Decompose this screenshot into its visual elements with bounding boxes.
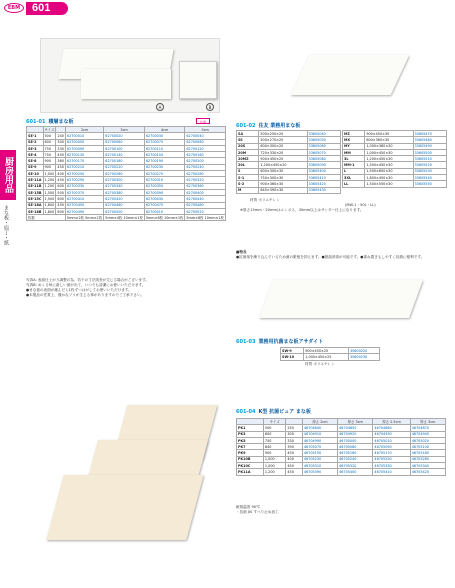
table-cell: 33605530 [413, 168, 446, 174]
table-cell: 1,200×450×20 [259, 162, 307, 168]
table-cell: 46704870 [410, 425, 445, 431]
table-cell: 62700420 [104, 196, 145, 202]
size-note: (MW-1・50L・LL) [345, 203, 376, 207]
table-cell: 62700020 [104, 133, 145, 139]
table-cell: 33605430 [307, 187, 340, 193]
table-cell: 46705320 [338, 463, 373, 469]
table-cell: 46705410 [373, 469, 410, 475]
table-cell: 62700480 [185, 202, 226, 208]
table-cell: 62700160 [185, 152, 226, 158]
table-cell: 750 [263, 437, 285, 443]
table-cell: 750 [43, 152, 56, 158]
feature-badge: 抗菌 [196, 118, 210, 124]
table-cell: 46705310 [302, 463, 337, 469]
table-cell: 450 [57, 152, 64, 157]
table-cell: 46705170 [373, 450, 410, 456]
table-cell: 33605520 [413, 162, 446, 168]
table-cell: 5mm×2枚 5mm×1枚 [66, 216, 103, 221]
table-cell: 62700210 [65, 164, 103, 170]
table-cell: 33605420 [307, 181, 340, 187]
table-cell: 62700240 [185, 164, 226, 170]
table-cell: 46705160 [338, 450, 373, 456]
table-cell: 330 [286, 437, 303, 443]
material: 材質 ポリエチレン [250, 198, 280, 202]
table-cell: 62700250 [65, 171, 103, 177]
table-cell: 46705070 [302, 444, 337, 450]
table-cell: 46704920 [338, 431, 373, 437]
subcategory-label: まな板・庖丁・紙 [3, 205, 9, 245]
table-cell: 1,500×450×30 [365, 162, 413, 168]
table-cell: 35600220 [348, 348, 379, 354]
table-cell: 33605550 [413, 181, 446, 187]
table-cell: 62700490 [65, 208, 103, 214]
section-title: 601-01 積層まな板 [26, 119, 74, 125]
table-cell: 300 [57, 140, 64, 145]
table-cell: 450 [57, 178, 64, 183]
table-row [281, 354, 380, 360]
table-cell: 600×360×30 [365, 137, 413, 143]
model-cell: SE-8 [27, 158, 44, 164]
product-table: サイズ 厚さ 2cm 厚さ 3cm 厚さ 2.5cm 厚さ 3cm PK1 500 250 46704840 46704850 46704860 46704870 PK3 600 300 46704910 46704920 46704930 46704940 PK5 750 330 46704990 46705000 46705010 46705020 PK7 840 390 46705070 46705080 46705090 46705100 PK9 900 450 46705150 46705160 46705170 46705180 PK10B 1,000 400 46705230 46705240 46705250 46705260 PK10C 1,000 450 46705310 46705320 46705330 46705340 PK11A 1,200 450 46705390 46705400 46705410 46705420 [236, 418, 446, 476]
table-cell: 450 [57, 165, 64, 170]
table-cell: 46705400 [338, 469, 373, 475]
model-cell: L [343, 168, 365, 174]
board-image [179, 61, 217, 99]
table-cell: 500×270×20 [259, 137, 307, 143]
table-cell: 500 [263, 425, 285, 431]
table-cell: 33605510 [413, 156, 446, 162]
table-cell: 1,000 [263, 463, 285, 469]
table-cell: 35600230 [348, 354, 379, 360]
table-cell: 62700500 [104, 208, 145, 214]
table-cell: 46705090 [373, 444, 410, 450]
table-cell: 62700090 [65, 145, 103, 151]
count-row [27, 215, 226, 221]
table-cell: 600 [57, 209, 64, 214]
table-cell: 46704840 [302, 425, 337, 431]
table-cell: 46705000 [338, 437, 373, 443]
table-cell: 46705330 [373, 463, 410, 469]
table-cell: 33605540 [413, 175, 446, 181]
table-cell: 46705010 [373, 437, 410, 443]
table-cell: 62700440 [185, 196, 226, 202]
section-title: 601-02 住友 業務用まな板 [236, 123, 301, 129]
page-header [0, 0, 455, 16]
model-cell: 20S [237, 143, 259, 149]
table-cell: 46705240 [338, 456, 373, 462]
model-cell: PK10B [237, 456, 264, 462]
table-cell: 62700450 [65, 202, 103, 208]
table-cell: 62700180 [104, 158, 145, 164]
table-cell: 62700030 [144, 133, 185, 139]
table-cell: 840×390×30 [259, 187, 307, 193]
table-cell: 330 [57, 146, 64, 151]
table-cell: 46704850 [338, 425, 373, 431]
table-cell: 46705250 [373, 456, 410, 462]
model-cell: PK1 [237, 425, 264, 431]
table-cell: 450 [286, 450, 303, 456]
model-cell: PK9 [237, 450, 264, 456]
product-photo-board [240, 45, 440, 120]
product-photo-stack [40, 395, 220, 555]
table-cell: 1,000×450×30 [365, 149, 413, 155]
table-cell: 900×360×30 [259, 181, 307, 187]
table-cell: 62700320 [185, 177, 226, 183]
table-cell: 46705150 [302, 450, 337, 456]
table-cell: 62700100 [104, 145, 145, 151]
product-table [280, 347, 380, 361]
photo-label-a: A [156, 103, 164, 111]
table-cell: 33605500 [413, 149, 446, 155]
table-cell: 62700280 [185, 171, 226, 177]
table-cell: 33605090 [307, 162, 340, 168]
table-row [237, 187, 341, 193]
model-cell: SA [237, 131, 259, 137]
table-cell: 1,800 [44, 203, 55, 208]
product-table: サイズ 2cm 3cm 4cm 5cm SE-1 500 240 62700010 62700020 62700030 62700040 SE-2 600 300 62700050 62700060 62700070 62700080 SE-3 750 330 62700090 62700100 62700110 62700120 SE-4 750 450 62700130 62700140 62700150 62700160 SE-8 900 360 62700170 62700180 62700190 62700200 SE-9 900 450 62700210 62700220 62700230 62700240 SE-10 1,000 400 62700250 62700260 62700270 62700280 SE-11A 1,200 450 62700290 62700300 62700310 62700320 SE-11B 1,200 600 62700330 62700340 62700350 62700360 SE-15B 1,500 500 62700370 62700380 62700390 62700400 SE-15C 1,500 600 62700410 62700420 62700430 62700440 SE-18A 1,800 450 62700450 62700460 62700470 62700480 SE-18B 1,800 600 62700490 62700500 62700510 62700520 枚数 5mm×2枚 5mm×1枚 5mm×4枚 10mm×1枚 5mm×6枚 10mm×1枚 5mm×8枚 10mm×1枚 [28, 127, 224, 221]
board-image [81, 69, 171, 99]
model-cell: SE-2 [27, 139, 44, 145]
model-cell: LL [343, 181, 365, 187]
table-cell: 900 [263, 450, 285, 456]
table-row [237, 469, 446, 475]
table-cell: 600 [263, 431, 285, 437]
model-cell: SE-18A [28, 203, 42, 208]
table-cell: 62700260 [104, 171, 145, 177]
table-cell: 62700300 [104, 177, 145, 183]
table-cell: 450 [286, 463, 303, 469]
table-cell: 46704940 [410, 431, 445, 437]
table-cell: 33605480 [413, 137, 446, 143]
table-cell: 450 [57, 203, 64, 208]
table-cell: 600 [57, 196, 64, 201]
table-cell: 1,800×450×30 [365, 175, 413, 181]
table-cell: 62700520 [185, 208, 226, 214]
table-cell: 300 [286, 431, 303, 437]
table-cell: 62700390 [144, 189, 185, 195]
model-cell: SW-10 [281, 354, 304, 360]
table-cell: 62700510 [144, 208, 185, 214]
table-cell: 46705260 [410, 456, 445, 462]
table-cell: 840 [263, 444, 285, 450]
model-cell: SE-4 [27, 152, 44, 158]
table-cell: 5mm×6枚 10mm×1枚 [145, 216, 184, 221]
table-cell: 1,000×360×30 [365, 143, 413, 149]
table-cell: 62700350 [144, 183, 185, 189]
table-cell: 33605410 [307, 175, 340, 181]
table-cell: 600×300×30 [259, 168, 307, 174]
table-cell: 46704910 [302, 431, 337, 437]
table-cell: 46705100 [410, 444, 445, 450]
table-cell: 1,200 [263, 469, 285, 475]
table-cell: 1,000 [263, 456, 285, 462]
table-cell: 62700380 [104, 189, 145, 195]
model-cell: SE-11B [28, 184, 42, 189]
table-cell: 62700410 [65, 196, 103, 202]
model-cell: SE-15B [28, 190, 42, 195]
table-cell: 250 [286, 425, 303, 431]
table-cell: 1,000 [44, 171, 55, 176]
board-image [291, 55, 410, 95]
table-cell: 5mm×4枚 10mm×1枚 [105, 216, 143, 221]
table-cell: 46705080 [338, 444, 373, 450]
table-cell: 62700400 [185, 189, 226, 195]
table-cell: 62700070 [144, 139, 185, 145]
table-cell: 62700190 [144, 158, 185, 164]
table-cell: 33605400 [307, 168, 340, 174]
table-cell: 62700310 [144, 177, 185, 183]
table-cell: 62700290 [65, 177, 103, 183]
table-cell: 46704930 [373, 431, 410, 437]
product-table-right [342, 130, 447, 188]
model-cell: SE-1 [27, 133, 44, 139]
table-cell: 62700150 [144, 152, 185, 158]
table-cell: 500×250×20 [259, 131, 307, 137]
features: ■特長 ●抗菌剤を練り込んでいるため菌の繁殖を抑えます。●熱湯消毒が可能です。●重ね置きもしやすく収納に便利です。 [236, 250, 425, 259]
model-cell: S [237, 168, 259, 174]
board-image [259, 280, 423, 318]
category-tab[interactable]: 厨房用品 [0, 150, 16, 200]
model-cell: SS [237, 137, 259, 143]
table-cell: 46705420 [410, 469, 445, 475]
table-cell: 1,500 [44, 190, 55, 195]
table-cell: 900 [43, 164, 56, 170]
table-cell: 46705020 [410, 437, 445, 443]
model-cell: PK10C [237, 463, 264, 469]
model-cell: SE-10 [27, 171, 44, 177]
table-cell: 33605050 [307, 137, 340, 143]
table-cell: 750×300×30 [259, 175, 307, 181]
material: 材質 ポリエチレン [305, 362, 335, 366]
table-cell: 33605060 [307, 143, 340, 149]
table-cell: 400 [286, 456, 303, 462]
section-title: 601-04 K型 抗菌ピュア まな板 [236, 409, 311, 415]
notes: 耐熱温度 90℃ ・抗菌 JIS すべり止め加工 [236, 505, 279, 514]
model-cell: MX [343, 137, 365, 143]
table-cell: 33605040 [307, 131, 340, 137]
table-cell: 62700370 [65, 189, 103, 195]
table-cell: 1,200 [44, 184, 55, 189]
model-cell: SE-11A [28, 178, 42, 183]
table-cell: 62700170 [65, 158, 103, 164]
table-cell: 62700060 [104, 139, 145, 145]
table-cell: 62700460 [104, 202, 145, 208]
table-cell: 1,000×450×25 [304, 354, 349, 360]
model-cell: PK7 [237, 444, 264, 450]
table-cell: 46704990 [302, 437, 337, 443]
table-cell: 枚数 [27, 215, 66, 221]
model-cell: S-1 [237, 175, 259, 181]
model-cell: MM-1 [343, 162, 365, 168]
table-cell: 62700110 [144, 145, 185, 151]
table-cell: 62700270 [144, 171, 185, 177]
model-cell: MZ [343, 131, 365, 137]
table-cell: 46705230 [302, 456, 337, 462]
table-row [343, 181, 447, 187]
table-cell: 1,500×550×30 [365, 181, 413, 187]
table-cell: 400 [57, 171, 64, 176]
table-cell: 1,800 [44, 209, 55, 214]
table-cell: 62700120 [185, 145, 226, 151]
table-cell: 900×450×25 [304, 348, 349, 354]
table-cell: 62700360 [185, 183, 226, 189]
table-cell: 600×300×20 [259, 143, 307, 149]
table-cell: 62700040 [185, 133, 226, 139]
table-cell: 62700130 [65, 152, 103, 158]
table-cell: 62700330 [65, 183, 103, 189]
table-cell: 62700050 [65, 139, 103, 145]
model-cell: M [237, 187, 259, 193]
table-cell: 1,200 [44, 178, 55, 183]
product-table-left [236, 130, 341, 194]
section-title: 601-03 業務用抗菌まな板アサダイト [236, 339, 324, 345]
product-photo-stack [40, 38, 220, 113]
brand-logo: EBM [4, 3, 24, 13]
model-cell: 20MZ [237, 156, 259, 162]
model-cell: PK3 [237, 431, 264, 437]
table-cell: 62700200 [185, 158, 226, 164]
model-cell: 3XL [343, 175, 365, 181]
table-cell: 62700010 [65, 133, 103, 139]
table-cell: 450 [286, 469, 303, 475]
table-cell: 46705390 [302, 469, 337, 475]
table-cell: 500 [57, 190, 64, 195]
table-cell: 62700230 [144, 164, 185, 170]
model-cell: SE-18B [28, 209, 42, 214]
thickness-note: ※厚さ15mm・20mmはエンボス、30mm以上はサンダー仕上になります。 [240, 208, 364, 212]
model-cell: 20L [237, 162, 259, 168]
model-cell: SE-9 [27, 164, 44, 170]
table-cell: 33605080 [307, 156, 340, 162]
table-cell: 900×450×30 [365, 131, 413, 137]
page-number: 601 [26, 2, 68, 15]
notes: 写真A: 表面仕上がり調整の為、若干の寸法誤差が生じる場合がございます。 写真B: めくる毎に新しい面が出て、いつでも清潔にお使いいただけます。 ●まな板の表面が痛んだら1枚ずつはがしてお使いいただけます。 ●本製品の性質上、僅かなソリが生じる事がありますのでご了承下さい。 [26, 278, 150, 297]
model-cell: PK11A [237, 469, 264, 475]
table-cell: 62700080 [185, 139, 226, 145]
table-cell: 500 [43, 133, 56, 139]
table-cell: 33605490 [413, 143, 446, 149]
model-cell: SE-15C [28, 196, 42, 201]
table-cell: 360 [57, 159, 64, 164]
table-cell: 900×450×20 [259, 156, 307, 162]
table-cell: 5mm×8枚 10mm×1枚 [186, 216, 224, 221]
table-cell: 46704860 [373, 425, 410, 431]
model-cell: S-2 [237, 181, 259, 187]
table-cell: 1,200×450×30 [365, 156, 413, 162]
model-cell: SE-3 [27, 145, 44, 151]
table-cell: 750 [43, 145, 56, 151]
model-cell: 3L [343, 156, 365, 162]
model-cell: PK5 [237, 437, 264, 443]
model-cell: SW-9 [281, 348, 304, 354]
table-cell: 33605070 [307, 149, 340, 155]
table-cell: 62700340 [104, 183, 145, 189]
table-cell: 900 [43, 158, 56, 164]
table-cell: 600 [57, 184, 64, 189]
table-cell: 62700220 [104, 164, 145, 170]
table-cell: 46705180 [410, 450, 445, 456]
table-cell: 46705340 [410, 463, 445, 469]
table-cell: 62700470 [144, 202, 185, 208]
model-cell: MM [343, 149, 365, 155]
table-cell: 240 [57, 133, 64, 138]
table-cell: 62700430 [144, 196, 185, 202]
model-cell: 20M [237, 149, 259, 155]
model-cell: MY [343, 143, 365, 149]
table-cell: 1,500 [44, 196, 55, 201]
photo-label-b: B [206, 103, 214, 111]
table-cell: 390 [286, 444, 303, 450]
board-image [46, 475, 203, 540]
table-cell: 720×330×20 [259, 149, 307, 155]
table-cell: 600 [43, 139, 56, 145]
product-photo-board [236, 265, 446, 335]
table-cell: 62700140 [104, 152, 145, 158]
table-cell: 33605470 [413, 131, 446, 137]
table-cell: 1,500×600×30 [365, 168, 413, 174]
